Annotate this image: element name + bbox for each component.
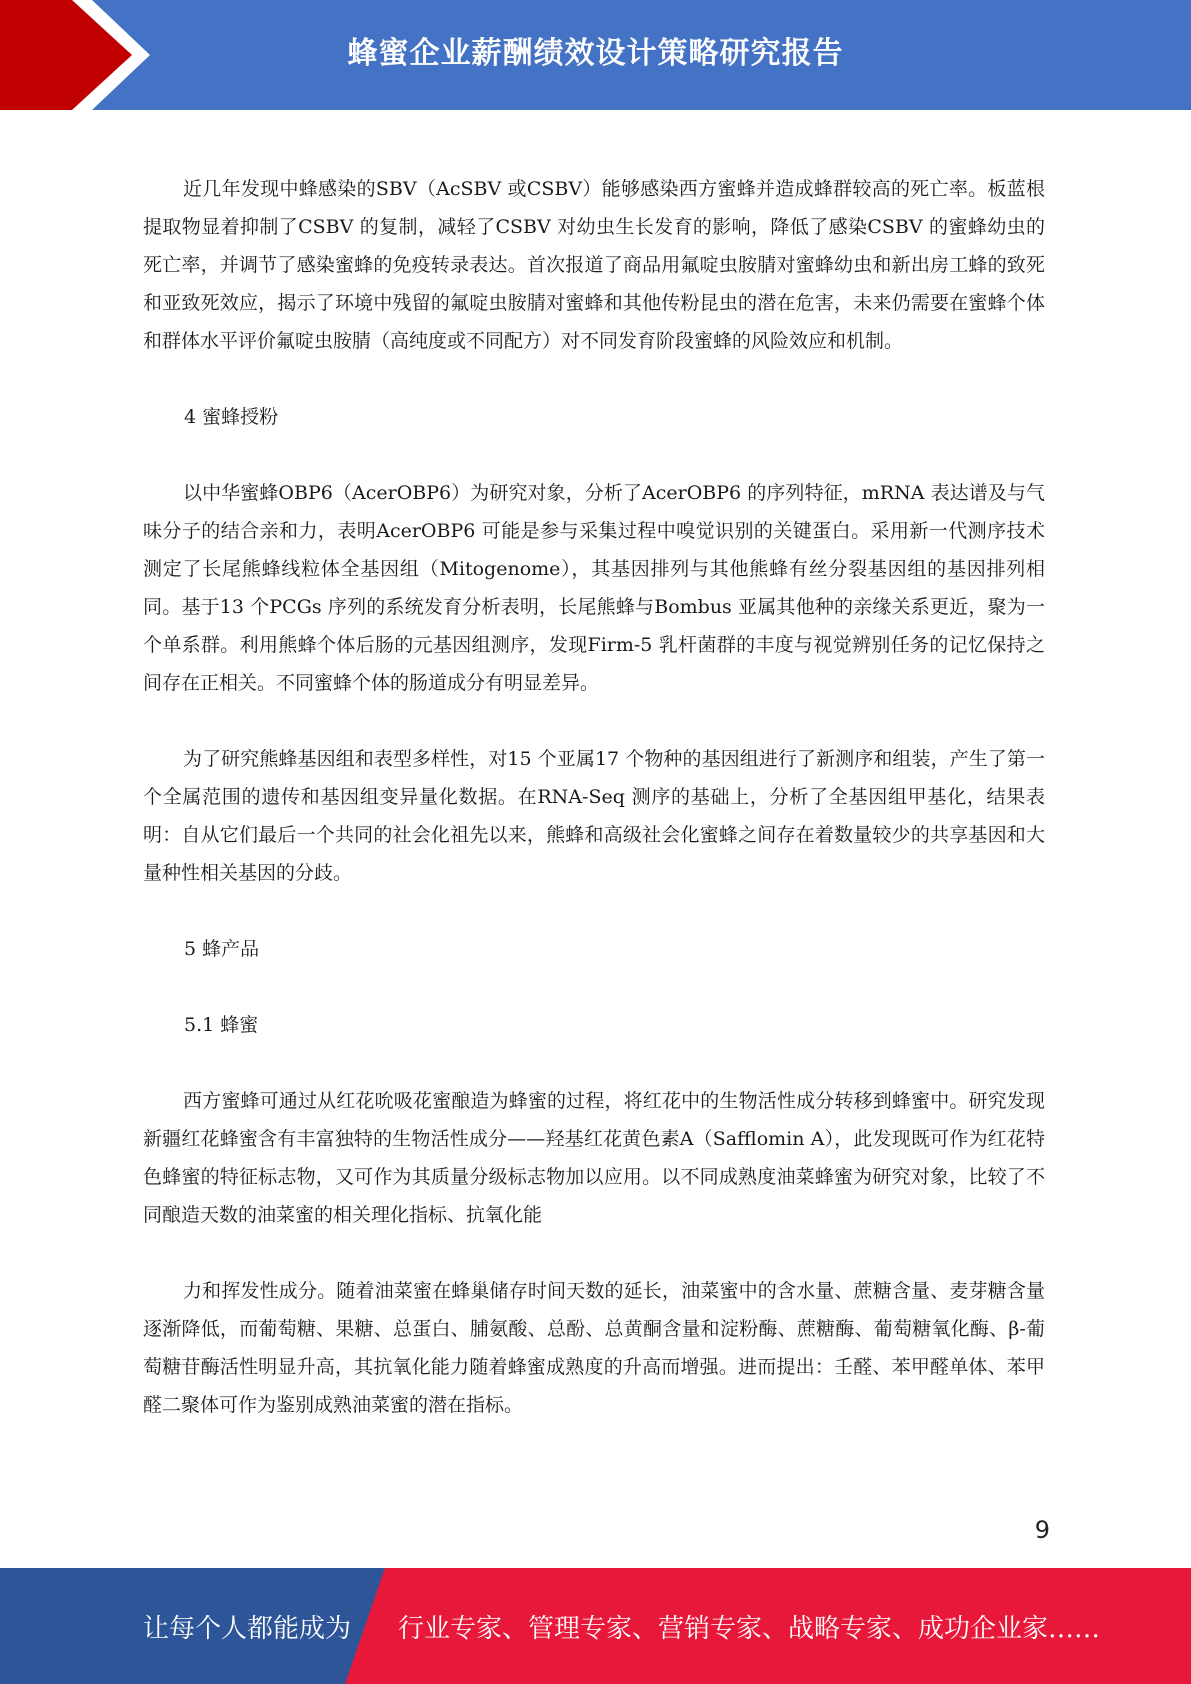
footer-slogan-right: 行业专家、管理专家、营销专家、战略专家、成功企业家…… <box>398 1613 1101 1644</box>
page-number: 9 <box>1034 1516 1050 1544</box>
page-footer <box>0 1568 1191 1684</box>
section-heading-bee-products: 5 蜂产品 <box>184 938 260 960</box>
subsection-heading-honey: 5.1 蜂蜜 <box>184 1014 259 1036</box>
paragraph-rapeseed-honey: 力和挥发性成分。随着油菜蜜在蜂巢储存时间天数的延长，油菜蜜中的含水量、蔗糖含量、麦芽糖含量逐渐降低，而葡萄糖、果糖、总蛋白、脯氨酸、总酚、总黄酮含量和淀粉酶、蔗糖酶、葡萄糖氧化酶、β-葡萄糖苷酶活性明显升高，其抗氧化能力随着蜂蜜成熟度的升高而增强。进而提出：壬醛、苯甲醛单体、苯甲醛二聚体可作为鉴别成熟油菜蜜的潜在指标。 <box>143 1280 1045 1416</box>
paragraph-safflower-honey: 西方蜜蜂可通过从红花吮吸花蜜酿造为蜂蜜的过程，将红花中的生物活性成分转移到蜂蜜中。研究发现新疆红花蜂蜜含有丰富独特的生物活性成分——羟基红花黄色素A（Safflomin A），此发现既可作为红花特色蜂蜜的特征标志物，又可作为其质量分级标志物加以应用。以不同成熟度油菜蜂蜜为研究对象，比较了不同酿造天数的油菜蜜的相关理化指标、抗氧化能 <box>143 1090 1045 1226</box>
report-title: 蜂蜜企业薪酬绩效设计策略研究报告 <box>347 36 844 71</box>
document-body <box>143 170 1045 1462</box>
paragraph-sbv: 近几年发现中蜂感染的SBV（AcSBV 或CSBV）能够感染西方蜜蜂并造成蜂群较高的死亡率。板蓝根提取物显着抑制了CSBV 的复制，减轻了CSBV 对幼虫生长发育的影响，降低了感染CSBV 的蜜蜂幼虫的死亡率，并调节了感染蜜蜂的免疫转录表达。首次报道了商品用氟啶虫胺腈对蜜蜂幼虫和新出房工蜂的致死和亚致死效应，揭示了环境中残留的氟啶虫胺腈对蜜蜂和其他传粉昆虫的潜在危害，未来仍需要在蜜蜂个体和群体水平评价氟啶虫胺腈（高纯度或不同配方）对不同发育阶段蜜蜂的风险效应和机制。 <box>143 178 1045 352</box>
page-header <box>0 0 1191 110</box>
section-heading-pollination: 4 蜜蜂授粉 <box>184 406 279 428</box>
footer-slogan-left: 让每个人都能成为 <box>143 1613 352 1644</box>
paragraph-bumblebee-genome: 为了研究熊蜂基因组和表型多样性，对15 个亚属17 个物种的基因组进行了新测序和组装，产生了第一个全属范围的遗传和基因组变异量化数据。在RNA-Seq 测序的基础上，分析了全基因组甲基化，结果表明：自从它们最后一个共同的社会化祖先以来，熊蜂和高级社会化蜜蜂之间存在着数量较少的共享基因和大量种性相关基因的分歧。 <box>143 748 1045 884</box>
paragraph-acerobp6: 以中华蜜蜂OBP6（AcerOBP6）为研究对象，分析了AcerOBP6 的序列特征，mRNA 表达谱及与气味分子的结合亲和力，表明AcerOBP6 可能是参与采集过程中嗅觉识别的关键蛋白。采用新一代测序技术测定了长尾熊蜂线粒体全基因组（Mitogenome），其基因排列与其他熊蜂有丝分裂基因组的基因排列相同。基于13 个PCGs 序列的系统发育分析表明，长尾熊蜂与Bombus 亚属其他种的亲缘关系更近，聚为一个单系群。利用熊蜂个体后肠的元基因组测序，发现Firm-5 乳杆菌群的丰度与视觉辨别任务的记忆保持之间存在正相关。不同蜜蜂个体的肠道成分有明显差异。 <box>143 482 1045 694</box>
